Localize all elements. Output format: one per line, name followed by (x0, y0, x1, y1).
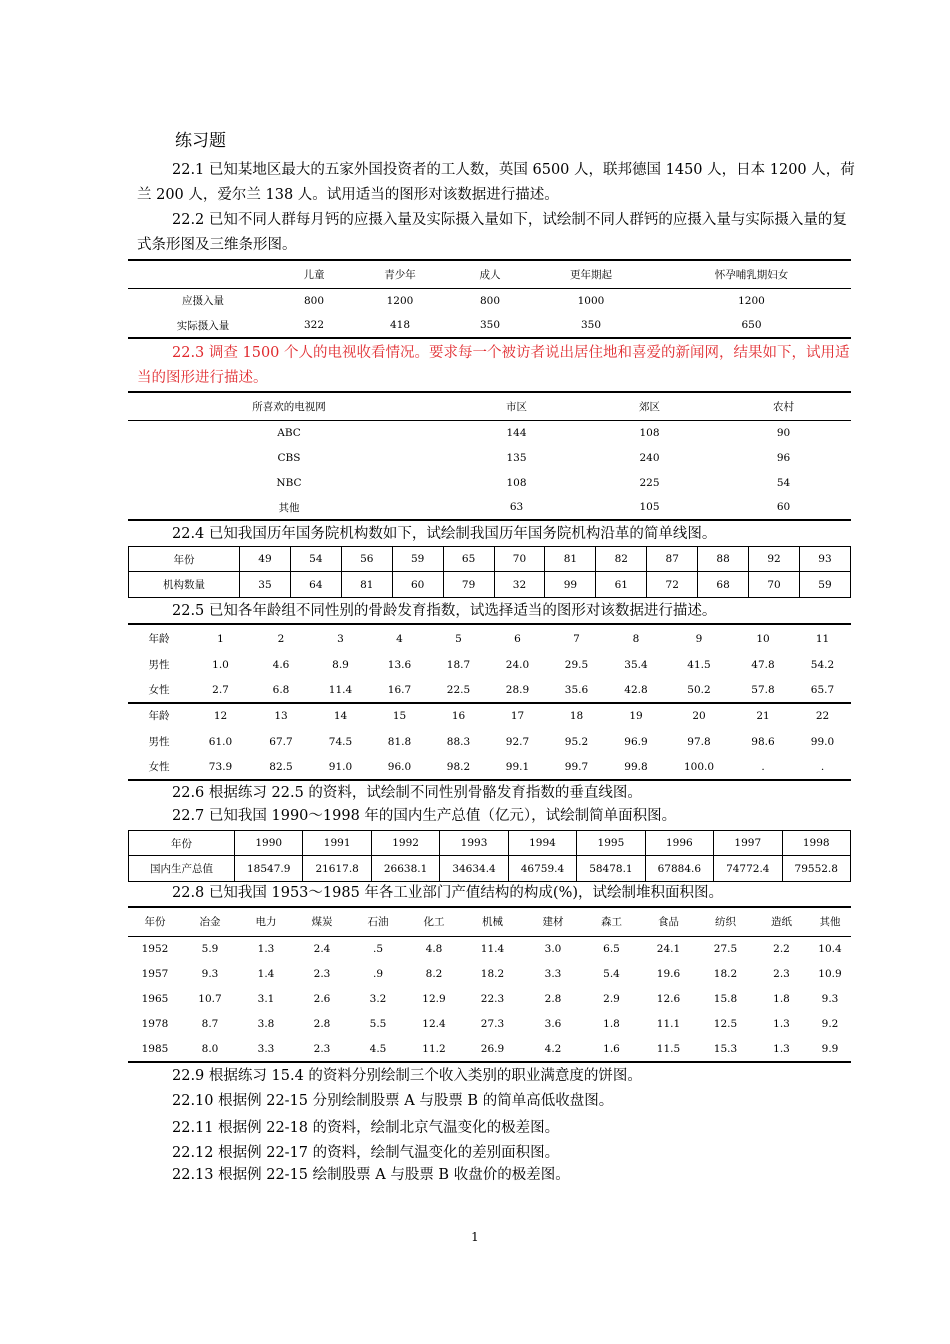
table-cell: 35.6 (564, 683, 589, 696)
table-cell: 88 (698, 547, 749, 572)
table-header-cell: 农村 (773, 400, 794, 413)
table-cell: 15 (392, 709, 407, 722)
table-cell: 10.7 (198, 992, 222, 1005)
table-cell: 18 (569, 709, 584, 722)
table-cell: 74772.4 (714, 856, 782, 882)
table-cell: 1997 (714, 831, 782, 856)
table-cell: 18.2 (480, 967, 505, 980)
table-cell: 16 (451, 709, 466, 722)
table-cell: 96.9 (624, 735, 648, 748)
table-cell: 98.6 (751, 735, 775, 748)
table-row (128, 1036, 851, 1062)
table-cell: 1.0 (212, 658, 229, 671)
table-cell: 81.8 (387, 735, 412, 748)
table-cell: 96.0 (387, 760, 412, 773)
table-cell: 1.3 (257, 942, 275, 955)
table-cell: 63 (509, 501, 524, 513)
table-cell: 7 (573, 632, 580, 645)
table-cell: 79552.8 (782, 856, 851, 882)
table-cell: 82 (596, 547, 647, 572)
table-header-cell: 机械 (482, 916, 503, 929)
exercise-22-4: 22.4 已知我国历年国务院机构数如下，试绘制我国历年国务院机构沿革的简单线图。 (172, 526, 717, 542)
table-cell: 35.4 (624, 658, 648, 671)
table-cell: 74.5 (328, 735, 353, 748)
table-cell: 1.4 (257, 967, 275, 980)
table-cell: 800 (303, 294, 325, 307)
table-header-cell: 所喜欢的电视网 (252, 400, 326, 413)
table-cell: 12.6 (656, 992, 681, 1005)
table-cell: 机构数量 (129, 572, 240, 598)
table-cell: 98.2 (446, 760, 471, 773)
table-cell: 26.9 (480, 1042, 505, 1055)
table-row (128, 961, 851, 986)
table-header-cell: 食品 (658, 916, 679, 929)
table-cell: 1985 (141, 1042, 169, 1055)
table-cell: 54 (290, 547, 341, 572)
table-cell: 67884.6 (645, 856, 713, 882)
table-cell: 42.8 (624, 683, 648, 696)
table-cell: 8.0 (201, 1042, 219, 1055)
table-cell: 1978 (141, 1017, 169, 1030)
table-row (128, 495, 851, 520)
table-cell: 72 (647, 572, 698, 598)
exercise-22-13: 22.13 根据例 22-15 绘制股票 A 与股票 B 收盘价的极差图。 (172, 1167, 570, 1183)
table-cell: 57.8 (751, 683, 775, 696)
table-header-cell (128, 260, 278, 288)
table-cell: ABC (277, 426, 301, 439)
table-cell: 13 (274, 709, 288, 722)
table-header-cell: 煤炭 (311, 916, 333, 929)
table-cell: 8 (632, 632, 640, 645)
table-cell: 年份 (129, 831, 235, 856)
table-cell: 3.1 (257, 992, 275, 1005)
table-cell: 95.2 (564, 735, 589, 748)
table-cell: 46759.4 (508, 856, 576, 882)
table-cell: 65.7 (810, 683, 835, 696)
table-cell: 4.8 (425, 942, 443, 955)
exercise-22-11: 22.11 根据例 22-18 的资料，绘制北京气温变化的极差图。 (172, 1120, 560, 1136)
table-header-cell: 儿童 (303, 268, 325, 281)
table-cell: 322 (303, 319, 325, 331)
table-cell: 3 (337, 632, 344, 645)
table-cell: 男性 (148, 736, 170, 748)
table-row (128, 729, 851, 754)
table-row (128, 420, 851, 445)
table-cell: 18.2 (713, 967, 738, 980)
table-cell: 99.1 (505, 760, 530, 773)
table-cell: 99.8 (624, 760, 648, 773)
table-cell: 88.3 (446, 735, 471, 748)
table-cell: 22.5 (446, 683, 471, 696)
exercise-22-8: 22.8 已知我国 1953～1985 年各工业部门产值结构的构成(%)，试绘制堆积面积图。 (172, 885, 724, 901)
exercise-22-7: 22.7 已知我国 1990～1998 年的国内生产总值（亿元），试绘制简单面积图。 (172, 808, 677, 824)
table-cell: 61 (596, 572, 647, 598)
table-cell: 28.9 (505, 683, 530, 696)
table-cell: 1990 (235, 831, 303, 856)
table-cell: 99.7 (564, 760, 589, 773)
table-cell: 70 (749, 572, 800, 598)
table-row (128, 754, 851, 780)
table-cell: 22 (815, 709, 830, 722)
table-cell: 4 (396, 632, 403, 645)
table-cell: 11.5 (656, 1042, 681, 1055)
table-cell: 1 (217, 632, 224, 645)
table-header-cell: 年份 (144, 916, 166, 929)
table-cell: 82.5 (269, 760, 293, 773)
table-cell: 3.8 (257, 1017, 275, 1030)
table-row (128, 445, 851, 470)
table-cell: 年龄 (148, 633, 170, 645)
table-row (129, 856, 851, 882)
table-header-cell: 郊区 (639, 400, 660, 413)
table-cell: 92.7 (505, 735, 530, 748)
table-cell: 56 (341, 547, 392, 572)
table-cell: 65 (443, 547, 494, 572)
table-cell: 2 (277, 632, 285, 645)
table-cell: 61.0 (208, 735, 233, 748)
table-cell: 3.2 (369, 992, 387, 1005)
table-cell: 1.3 (773, 1042, 790, 1055)
table-cell: 99 (545, 572, 596, 598)
table-cell: 5.4 (603, 967, 620, 980)
table-cell: 3.0 (544, 942, 562, 955)
table-cell: 2.8 (313, 1017, 331, 1030)
exercise-22-6: 22.6 根据练习 22.5 的资料，试绘制不同性别骨骼发育指数的垂直线图。 (172, 785, 642, 801)
table-cell: 4.6 (272, 658, 290, 671)
table-cell: 5 (455, 632, 462, 645)
table-cell: 4.2 (544, 1042, 562, 1055)
table-cell: 9.3 (821, 992, 839, 1005)
table-cell: 34634.4 (440, 856, 508, 882)
table-header-cell: 化工 (423, 916, 445, 929)
table-cell: 32 (494, 572, 545, 598)
table-22-7 (128, 830, 851, 882)
table-row (128, 652, 851, 677)
table-cell: 50.2 (687, 683, 711, 696)
table-cell: 2.7 (212, 683, 229, 696)
exercise-22-1: 22.1 已知某地区最大的五家外国投资者的工人数，英国 6500 人，联邦德国 1450 人，日本 1200 人，荷兰 200 人，爱尔兰 138 人。试用适当的图形对该数据进行描述。 (137, 162, 855, 203)
table-cell: 27.5 (713, 942, 738, 955)
table-cell: 3.3 (257, 1042, 275, 1055)
table-cell: 1.8 (773, 992, 790, 1005)
table-cell: 70 (494, 547, 545, 572)
table-cell: 59 (799, 572, 850, 598)
table-cell: 240 (639, 451, 660, 464)
table-row (129, 547, 851, 572)
table-22-4 (128, 546, 851, 598)
table-cell: 21617.8 (303, 856, 371, 882)
table-cell: 24.1 (656, 942, 681, 955)
table-cell: 350 (580, 319, 602, 331)
table-cell: 15.8 (713, 992, 738, 1005)
table-cell: 1000 (577, 294, 605, 307)
table-cell: 1.6 (603, 1042, 620, 1055)
table-cell: 1996 (645, 831, 713, 856)
table-header-cell: 纺织 (715, 916, 736, 929)
table-cell: 67.7 (269, 735, 293, 748)
table-cell: 79 (443, 572, 494, 598)
table-22-5a (128, 623, 851, 704)
table-header-cell: 其他 (819, 916, 841, 929)
exercise-22-3: 22.3 调查 1500 个人的电视收看情况。要求每一个被访者说出居住地和喜爱的新闻网，结果如下，试用适当的图形进行描述。 (137, 345, 850, 386)
table-cell: 8.2 (425, 967, 443, 980)
table-cell: 17 (510, 709, 525, 722)
table-cell: 73.9 (208, 760, 233, 773)
table-cell: 91.0 (328, 760, 353, 773)
table-row (128, 470, 851, 495)
table-cell: 225 (639, 476, 660, 489)
table-cell: 59 (392, 547, 443, 572)
table-cell: 女性 (148, 761, 170, 773)
table-cell: 年龄 (148, 710, 170, 722)
table-cell: 3.3 (544, 967, 562, 980)
table-cell: 11.4 (328, 683, 353, 696)
table-cell: 13.6 (387, 658, 412, 671)
table-cell: 99.0 (810, 735, 835, 748)
table-header-cell: 建材 (542, 916, 564, 929)
table-row (129, 572, 851, 598)
table-cell: 93 (799, 547, 850, 572)
table-cell: 1995 (577, 831, 645, 856)
table-cell: 1952 (141, 942, 169, 955)
exercise-22-10: 22.10 根据例 22-15 分别绘制股票 A 与股票 B 的简单高低收盘图。 (172, 1093, 614, 1109)
table-cell: 58478.1 (577, 856, 645, 882)
table-cell: 1993 (440, 831, 508, 856)
table-cell: 108 (639, 426, 660, 439)
table-cell: 81 (341, 572, 392, 598)
table-22-3 (128, 391, 851, 521)
table-cell: 14 (333, 709, 348, 722)
table-cell: 3.6 (544, 1017, 562, 1030)
table-header-cell: 石油 (367, 916, 389, 929)
table-cell: NBC (276, 476, 302, 489)
table-cell: 100.0 (683, 760, 715, 773)
table-cell: 11.1 (656, 1017, 681, 1030)
table-cell: 16.7 (387, 683, 412, 696)
table-cell: 11.2 (422, 1042, 446, 1055)
table-cell: 5.5 (369, 1017, 387, 1030)
table-header-cell: 冶金 (199, 916, 221, 929)
table-header-cell: 青少年 (384, 268, 416, 281)
table-cell: 2.2 (773, 942, 790, 955)
table-cell: 年份 (129, 547, 240, 572)
table-cell: 10.4 (818, 942, 842, 955)
table-cell: 1.3 (773, 1017, 790, 1030)
table-cell: 54.2 (810, 658, 835, 671)
table-cell: 1965 (141, 992, 169, 1005)
table-22-8 (128, 906, 851, 1063)
table-cell: 105 (639, 501, 660, 513)
exercise-22-9: 22.9 根据练习 15.4 的资料分别绘制三个收入类别的职业满意度的饼图。 (172, 1068, 642, 1084)
table-row (128, 1011, 851, 1036)
table-cell: 男性 (148, 659, 170, 671)
table-cell: 350 (479, 319, 501, 331)
table-cell: 1994 (508, 831, 576, 856)
table-row (129, 831, 851, 856)
table-cell: 29.5 (564, 658, 589, 671)
table-cell: 10.9 (818, 967, 842, 980)
table-cell: 11.4 (480, 942, 505, 955)
table-cell: 2.4 (313, 942, 331, 955)
table-row (128, 313, 851, 338)
table-cell: 81 (545, 547, 596, 572)
table-cell: 6.5 (603, 942, 620, 955)
table-header-cell: 造纸 (771, 916, 792, 929)
table-cell: 26638.1 (371, 856, 439, 882)
table-cell: 2.6 (313, 992, 331, 1005)
table-cell: 1957 (141, 967, 169, 980)
table-row (128, 288, 851, 313)
table-cell: .5 (372, 942, 384, 955)
table-cell: 实际摄入量 (176, 319, 230, 332)
table-row (128, 702, 851, 729)
table-cell: 11 (815, 632, 830, 645)
table-cell: 6.8 (272, 683, 290, 696)
table-cell: 800 (479, 294, 501, 307)
table-cell: 87 (647, 547, 698, 572)
table-cell: 60 (392, 572, 443, 598)
table-cell: 418 (389, 319, 411, 331)
table-cell: . (761, 760, 765, 773)
exercise-22-2: 22.2 已知不同人群每月钙的应摄入量及实际摄入量如下，试绘制不同人群钙的应摄入量与实际摄入量的复式条形图及三维条形图。 (137, 212, 847, 253)
table-cell: 64 (290, 572, 341, 598)
table-cell: 24.0 (505, 658, 530, 671)
page-title: 练习题 (175, 131, 226, 151)
table-row (128, 677, 851, 703)
table-header-cell: 怀孕哺乳期妇女 (714, 268, 789, 281)
table-cell: 47.8 (751, 658, 775, 671)
table-cell: 20 (692, 709, 706, 722)
table-cell: 应摄入量 (182, 295, 224, 308)
table-cell: 650 (741, 319, 762, 331)
table-cell: 2.8 (544, 992, 562, 1005)
table-cell: 12.5 (713, 1017, 738, 1030)
table-cell: 12.9 (422, 992, 446, 1005)
table-cell: 90 (776, 426, 791, 439)
table-cell: 41.5 (687, 658, 711, 671)
table-cell: 135 (506, 451, 527, 464)
table-header-cell: 市区 (506, 400, 527, 413)
table-cell: 15.3 (713, 1042, 738, 1055)
table-cell: 6 (514, 632, 521, 645)
table-cell: 54 (776, 476, 791, 489)
table-cell: 8.9 (332, 658, 349, 671)
table-cell: 21 (756, 709, 770, 722)
table-cell: 35 (240, 572, 291, 598)
table-cell: . (820, 760, 825, 773)
table-cell: 96 (776, 451, 791, 464)
table-cell: 92 (749, 547, 800, 572)
table-cell: 1200 (738, 294, 765, 307)
table-cell: 97.8 (687, 735, 711, 748)
table-cell: 19.6 (656, 967, 681, 980)
table-cell: 18.7 (446, 658, 471, 671)
table-cell: 60 (776, 501, 791, 513)
table-cell: 1991 (303, 831, 371, 856)
table-cell: .9 (372, 967, 384, 980)
table-cell: 5.9 (201, 942, 219, 955)
table-cell: 27.3 (480, 1017, 505, 1030)
table-cell: 8.7 (201, 1017, 219, 1030)
table-cell: 10 (756, 632, 770, 645)
table-22-2 (128, 259, 851, 339)
table-cell: 其他 (278, 501, 300, 514)
table-cell: 9 (695, 632, 703, 645)
table-cell: 12.4 (422, 1017, 446, 1030)
table-cell: 108 (506, 476, 527, 489)
table-cell: 1200 (386, 294, 414, 307)
exercise-22-12: 22.12 根据例 22-17 的资料，绘制气温变化的差别面积图。 (172, 1145, 560, 1161)
table-header-cell: 电力 (255, 916, 277, 929)
exercise-22-5: 22.5 已知各年龄组不同性别的骨龄发育指数，试选择适当的图形对该数据进行描述。 (172, 603, 717, 619)
table-row (128, 986, 851, 1011)
table-cell: 12 (213, 709, 228, 722)
table-cell: 1.8 (603, 1017, 620, 1030)
table-cell: 22.3 (480, 992, 505, 1005)
table-cell: 2.9 (603, 992, 620, 1005)
table-cell: 19 (629, 709, 643, 722)
table-row (128, 624, 851, 652)
table-cell: 1992 (371, 831, 439, 856)
table-22-5b (128, 702, 851, 781)
table-cell: 国内生产总值 (129, 856, 235, 882)
table-cell: 2.3 (773, 967, 790, 980)
table-cell: 18547.9 (235, 856, 303, 882)
table-cell: 女性 (148, 684, 170, 696)
table-header-cell: 森工 (601, 916, 622, 929)
table-cell: 1998 (782, 831, 851, 856)
table-header-cell: 更年期起 (570, 268, 612, 281)
table-cell: 4.5 (369, 1042, 387, 1055)
table-row (128, 936, 851, 961)
table-cell: CBS (277, 451, 301, 464)
table-cell: 144 (506, 426, 527, 439)
table-cell: 49 (240, 547, 291, 572)
table-cell: 9.3 (201, 967, 219, 980)
table-cell: 68 (698, 572, 749, 598)
table-header-cell: 成人 (479, 268, 501, 281)
table-cell: 2.3 (313, 967, 331, 980)
table-cell: 2.3 (313, 1042, 331, 1055)
table-cell: 9.9 (821, 1042, 839, 1055)
table-cell: 9.2 (821, 1017, 839, 1030)
page-number: 1 (471, 1230, 479, 1244)
